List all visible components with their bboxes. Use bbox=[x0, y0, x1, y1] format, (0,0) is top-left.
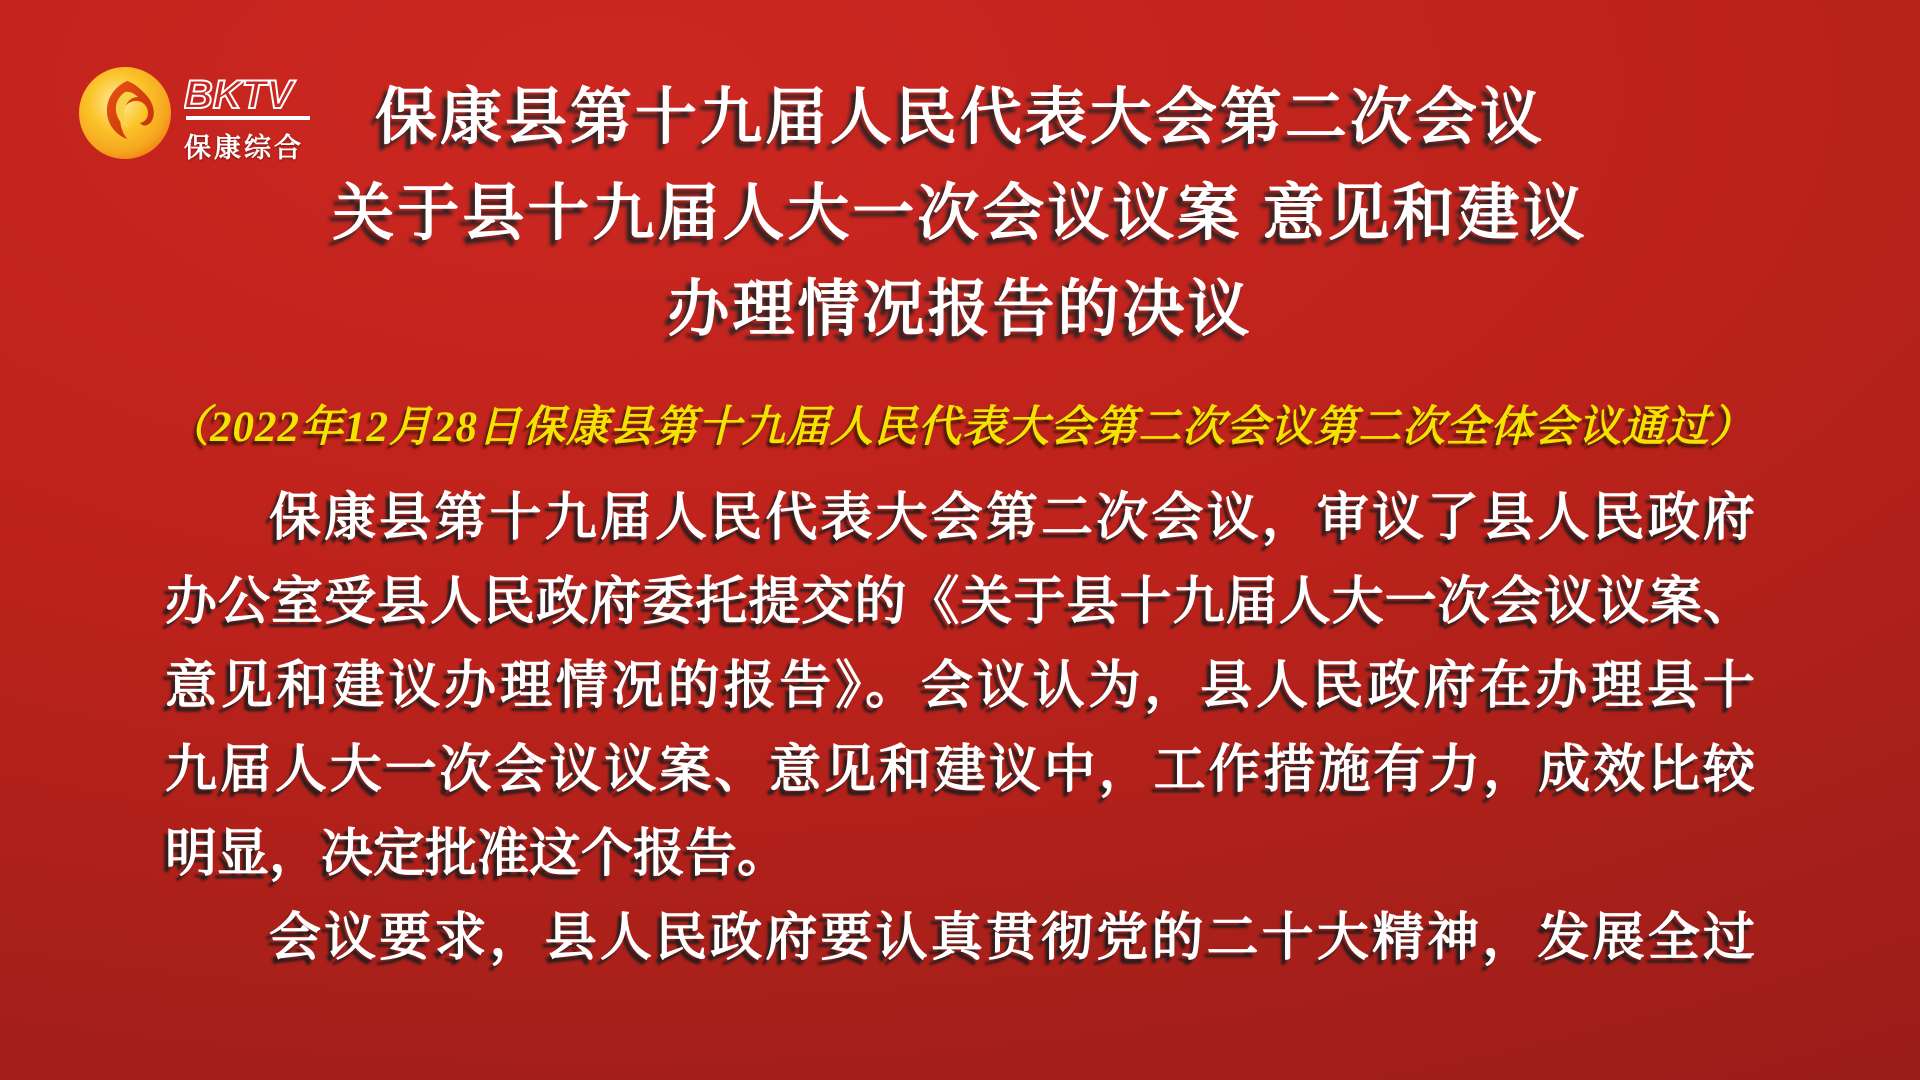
document-title bbox=[0, 70, 1920, 358]
document-title-line-3: 办理情况报告的决议 bbox=[667, 275, 1253, 344]
body-line-4: 九届人大一次会议议案、意见和建议中，工作措施有力，成效比较 bbox=[165, 741, 1755, 799]
station-channel-name: 保康综合 bbox=[184, 133, 304, 163]
document-title-line-2: 关于县十九届人大一次会议议案 意见和建议 bbox=[332, 179, 1588, 248]
body-line-2: 办公室受县人民政府委托提交的《关于县十九届人大一次会议议案、 bbox=[165, 573, 1755, 631]
resolution-body bbox=[165, 476, 1755, 980]
body-line-1: 保康县第十九届人民代表大会第二次会议，审议了县人民政府 bbox=[269, 489, 1755, 547]
adoption-date-subtitle: （2022年12月28日保康县第十九届人民代表大会第二次会议第二次全体会议通过） bbox=[166, 404, 1754, 451]
document-title-line-1: 保康县第十九届人民代表大会第二次会议 bbox=[374, 83, 1545, 152]
body-line-5: 明显，决定批准这个报告。 bbox=[165, 825, 790, 883]
body-line-3: 意见和建议办理情况的报告》。会议认为，县人民政府在办理县十 bbox=[165, 657, 1755, 715]
station-call-letters: BKTV bbox=[184, 73, 293, 117]
body-line-6: 会议要求，县人民政府要认真贯彻党的二十大精神，发展全过 bbox=[269, 909, 1755, 967]
